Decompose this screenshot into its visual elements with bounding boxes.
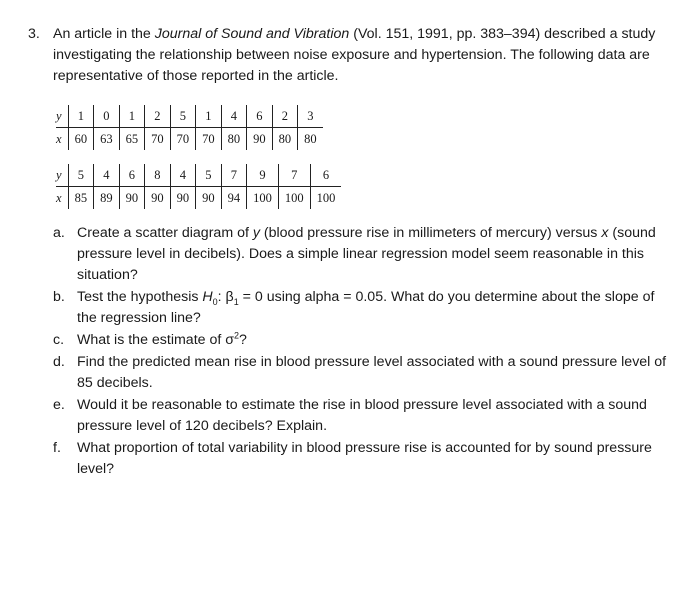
table-cell: 89 [94, 187, 120, 210]
table-cell: 4 [94, 164, 120, 187]
table-cell: 4 [221, 105, 247, 128]
beta-subscript: 1 [233, 296, 239, 307]
table-cell: 6 [310, 164, 341, 187]
hypothesis-subscript: 0 [212, 296, 218, 307]
table-cell: 5 [170, 105, 196, 128]
table-cell: 65 [119, 128, 145, 151]
x-label: x [56, 190, 62, 205]
part-f [53, 438, 668, 480]
table-cell: 7 [278, 164, 310, 187]
variable-x: x [601, 225, 609, 241]
table-cell: 90 [119, 187, 145, 210]
table-cell: 2 [272, 105, 298, 128]
table-cell: 2 [145, 105, 171, 128]
part-text: Test the hypothesis [77, 289, 203, 305]
table-cell: 70 [145, 128, 171, 151]
part-text: Create a scatter diagram of [77, 225, 253, 241]
problem-number: 3. [28, 26, 40, 42]
table-cell: 80 [298, 128, 323, 151]
table-row-x [56, 128, 323, 151]
table-cell: 80 [272, 128, 298, 151]
table-cell: 1 [68, 105, 94, 128]
table-cell: 100 [247, 187, 279, 210]
y-label: y [56, 164, 68, 187]
question-parts [53, 223, 668, 480]
data-table-1 [56, 105, 323, 150]
table-cell: 85 [68, 187, 94, 210]
data-tables [56, 105, 668, 209]
variable-y: y [252, 225, 260, 241]
problem-3 [28, 24, 668, 481]
y-label: y [56, 105, 68, 128]
part-text: = 0 using alpha = 0.05. What do you determine about the slope of the regression line? [77, 289, 655, 326]
table-cell: 60 [68, 128, 94, 151]
part-text: ? [239, 332, 247, 348]
table-cell: 100 [310, 187, 341, 210]
part-label: b. [53, 289, 65, 305]
part-label: c. [53, 332, 65, 348]
part-text: (blood pressure rise in millimeters of mercury) versus [259, 225, 602, 241]
table-cell: 100 [278, 187, 310, 210]
table-cell: 70 [196, 128, 222, 151]
part-text: Would it be reasonable to estimate the rise in blood pressure level associated with a sound pressure level of 120 decibels? Explain. [77, 397, 647, 434]
table-cell: 90 [247, 128, 273, 151]
table-cell: 5 [196, 164, 222, 187]
part-text: What proportion of total variability in blood pressure rise is accounted for by sound pressure level? [77, 440, 652, 477]
intro-text-b: (Vol. 151, 1991, pp. 383–394) described a study investigating the relationship between noise exposure and hypertension. The following data are representative of those reported in the article. [53, 26, 656, 84]
table-cell: 4 [170, 164, 196, 187]
part-c [53, 330, 668, 351]
table-cell: 1 [119, 105, 145, 128]
part-label: a. [53, 225, 65, 241]
part-label: d. [53, 354, 65, 370]
part-a [53, 223, 668, 286]
journal-name: Journal of Sound and Vibration [154, 26, 350, 42]
table-row-y [56, 164, 341, 187]
part-e [53, 395, 668, 437]
table-cell: 1 [196, 105, 222, 128]
table-cell: 90 [145, 187, 171, 210]
table-row-y [56, 105, 323, 128]
data-table-2 [56, 164, 341, 209]
table-cell: 3 [298, 105, 323, 128]
part-text: : β [217, 289, 234, 305]
table-cell: 6 [247, 105, 273, 128]
table-cell: 70 [170, 128, 196, 151]
intro-text-a: An article in the [53, 26, 155, 42]
part-text: Find the predicted mean rise in blood pressure level associated with a sound pressure level of 85 decibels. [77, 354, 667, 391]
table-cell: 80 [221, 128, 247, 151]
part-b [53, 287, 668, 329]
part-label: e. [53, 397, 65, 413]
table-cell: 6 [119, 164, 145, 187]
table-cell: 90 [196, 187, 222, 210]
hypothesis-symbol: H [202, 289, 213, 305]
table-cell: 0 [94, 105, 120, 128]
x-label: x [56, 131, 62, 146]
sigma-superscript: 2 [234, 330, 240, 341]
table-cell: 8 [145, 164, 171, 187]
table-cell: 7 [221, 164, 247, 187]
table-cell: 5 [68, 164, 94, 187]
part-text: (sound pressure level in decibels). Does a simple linear regression model seem reasonable in this situation? [77, 225, 656, 283]
part-d [53, 352, 668, 394]
part-label: f. [53, 440, 61, 456]
part-text: What is the estimate of σ [77, 332, 234, 348]
table-cell: 63 [94, 128, 120, 151]
table-row-x [56, 187, 341, 210]
table-cell: 90 [170, 187, 196, 210]
table-cell: 9 [247, 164, 279, 187]
problem-intro [53, 24, 668, 87]
table-cell: 94 [221, 187, 247, 210]
